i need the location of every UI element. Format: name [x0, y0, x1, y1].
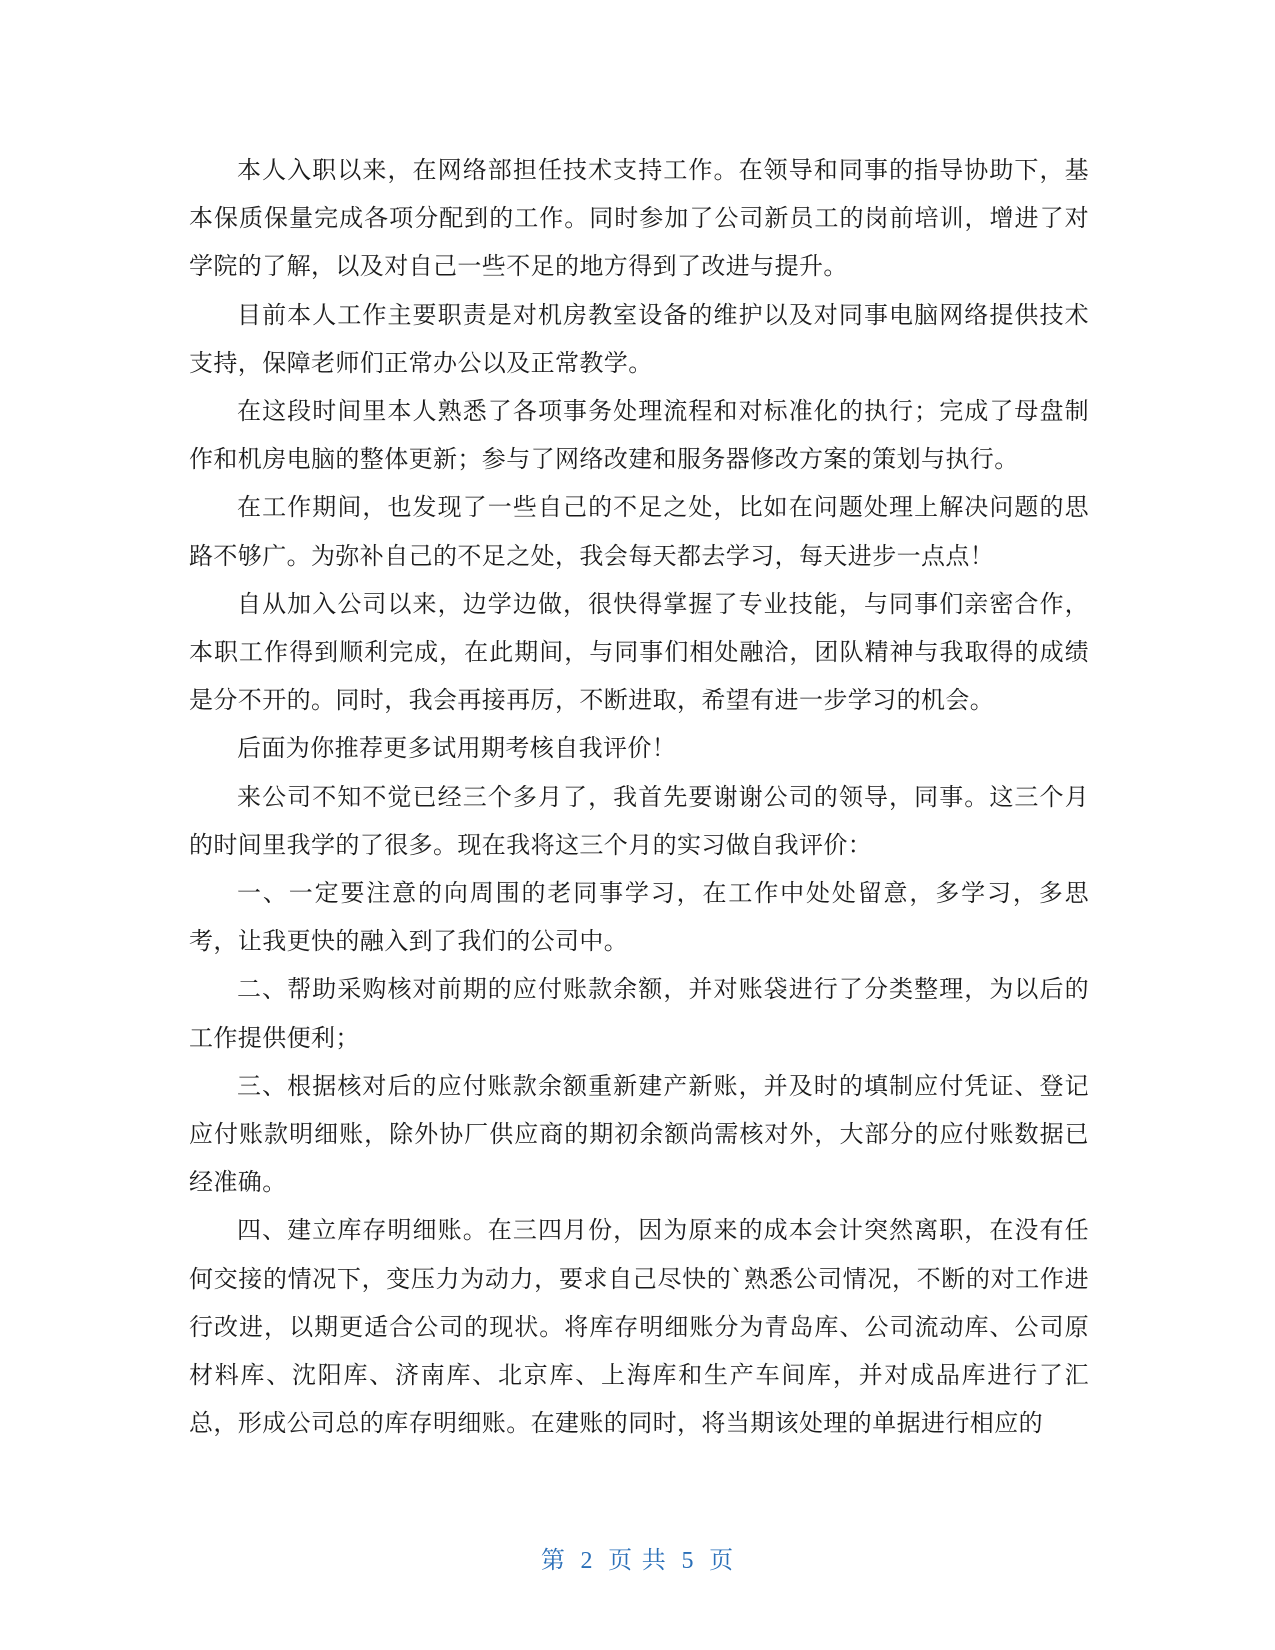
paragraph: 三、根据核对后的应付账款余额重新建产新账，并及时的填制应付凭证、登记应付账款明细账，除外协厂供应商的期初余额尚需核对外，大部分的应付账数据已经准确。: [189, 1071, 1089, 1197]
current-page-number: 2: [580, 1548, 594, 1574]
paragraph: 二、帮助采购核对前期的应付账款余额，并对账袋进行了分类整理，为以后的工作提供便利；: [189, 975, 1089, 1052]
paragraph: 本人入职以来，在网络部担任技术支持工作。在领导和同事的指导协助下，基本保质保量完成各项分配到的工作。同时参加了公司新员工的岗前培训，增进了对学院的了解，以及对自己一些不足的地方得到了改进与提升。: [189, 156, 1089, 281]
paragraph: 目前本人工作主要职责是对机房教室设备的维护以及对同事电脑网络提供技术支持，保障老师们正常办公以及正常教学。: [189, 300, 1089, 377]
total-pages-number: 5: [681, 1548, 695, 1574]
paragraph: 在工作期间，也发现了一些自己的不足之处，比如在问题处理上解决问题的思路不够广。为弥补自己的不足之处，我会每天都去学习，每天进步一点点！: [189, 493, 1089, 570]
paragraph: 在这段时间里本人熟悉了各项事务处理流程和对标准化的执行；完成了母盘制作和机房电脑的整体更新；参与了网络改建和服务器修改方案的策划与执行。: [189, 397, 1089, 474]
document-body: [189, 146, 1089, 1447]
footer-prefix: 第: [540, 1546, 566, 1574]
footer-suffix: 页: [709, 1546, 735, 1574]
paragraph: 四、建立库存明细账。在三四月份，因为原来的成本会计突然离职，在没有任何交接的情况下，变压力为动力，要求自己尽快的`熟悉公司情况，不断的对工作进行改进，以期更适合公司的现状。将库存明细账分为青岛库、公司流动库、公司原材料库、沈阳库、济南库、北京库、上海库和生产车间库，并对成品库进行了汇总，形成公司总的库存明细账。在建账的同时，将当期该处理的单据进行相应的: [189, 1216, 1089, 1438]
paragraph: 自从加入公司以来，边学边做，很快得掌握了专业技能，与同事们亲密合作，本职工作得到顺利完成，在此期间，与同事们相处融洽，团队精神与我取得的成绩是分不开的。同时，我会再接再厉，不断进取，希望有进一步学习的机会。: [189, 589, 1089, 715]
footer-middle: 页 共: [608, 1546, 667, 1574]
paragraph: 后面为你推荐更多试用期考核自我评价！: [237, 734, 677, 763]
paragraph: 一、一定要注意的向周围的老同事学习，在工作中处处留意，多学习，多思考，让我更快的融入到了我们的公司中。: [189, 879, 1089, 956]
paragraph: 来公司不知不觉已经三个多月了，我首先要谢谢公司的领导，同事。这三个月的时间里我学的了很多。现在我将这三个月的实习做自我评价：: [189, 782, 1089, 859]
page-footer: [0, 1540, 1275, 1575]
